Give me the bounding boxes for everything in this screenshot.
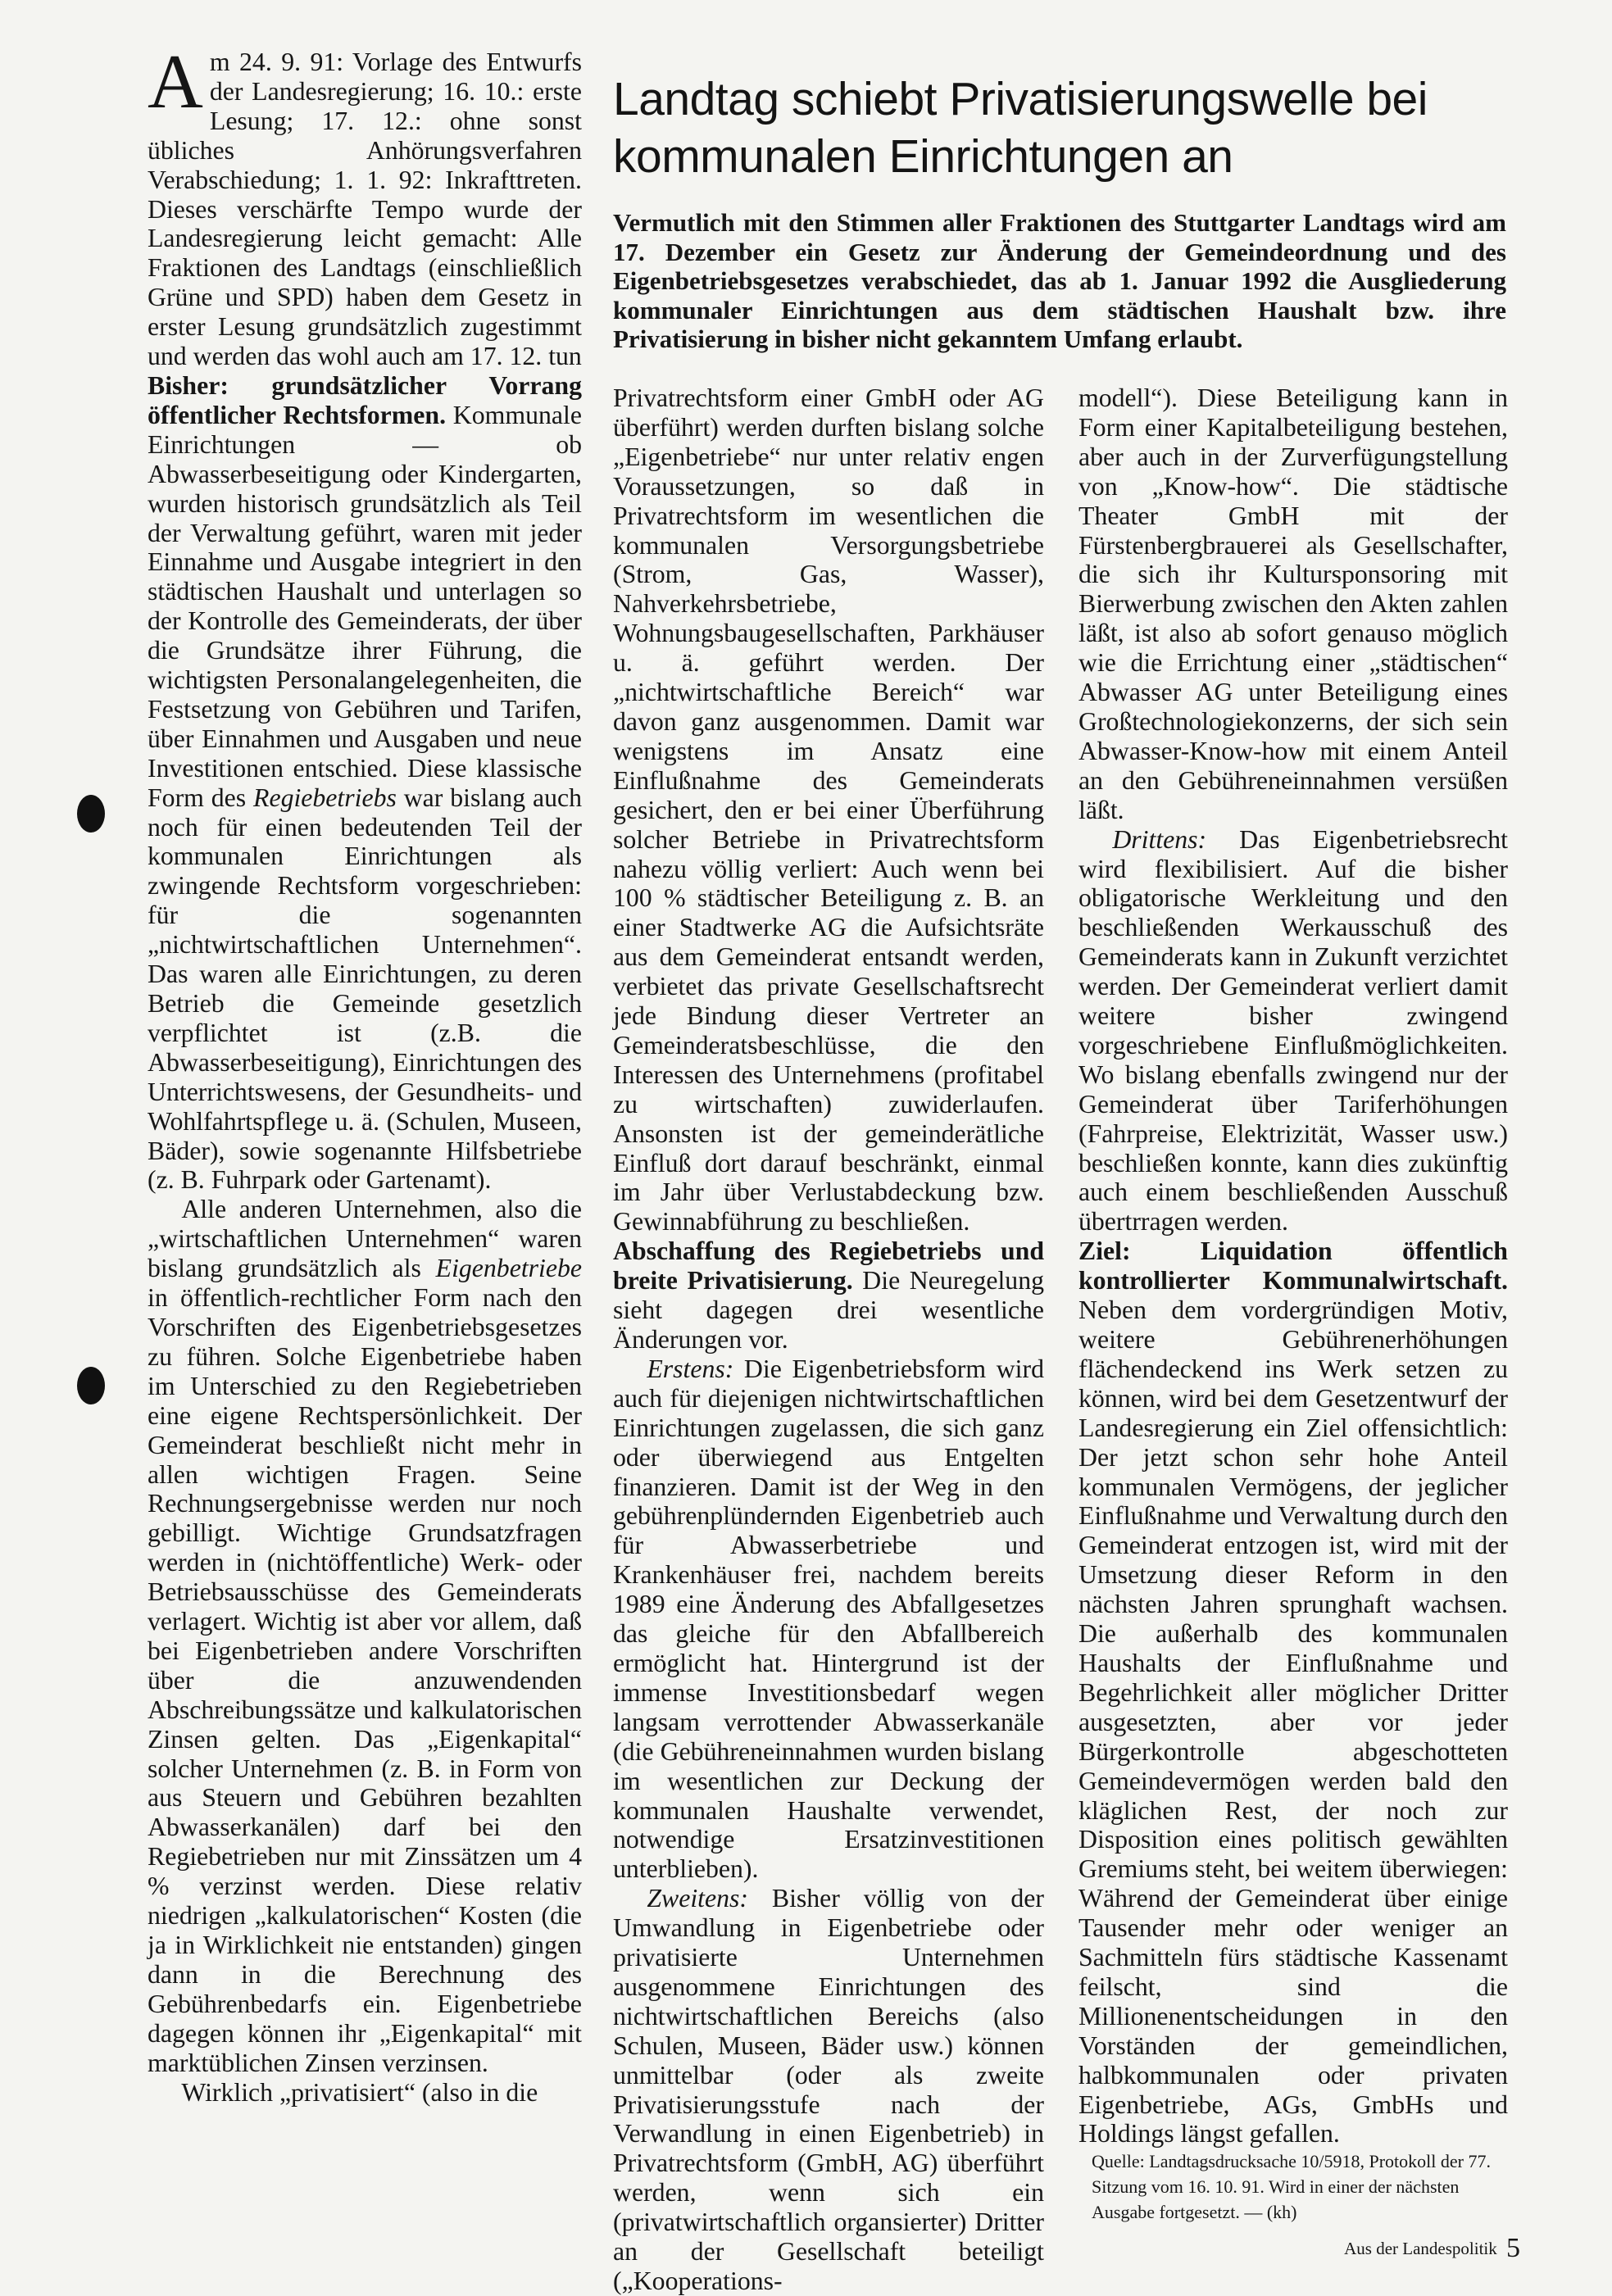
enumeration-label: Erstens: bbox=[647, 1354, 734, 1383]
body-text: Alle anderen Unternehmen, also die „wirtschaftlichen Unternehmen“ waren bislang grundsätzlich als bbox=[148, 1195, 582, 1283]
source-note: Quelle: Landtagsdrucksache 10/5918, Protokoll der 77. Sitzung vom 16. 10. 91. Wird in einer der nächsten Ausgabe fortgesetzt. — (kh) bbox=[1092, 2151, 1491, 2223]
enumeration-label: Zweitens: bbox=[647, 1884, 748, 1913]
paragraph-abschaffung bbox=[613, 1236, 1044, 1354]
subheading-abschaffung: Abschaffung des Regiebetriebs und breite Privatisierung. bbox=[613, 1236, 1044, 1295]
body-text: Die Neuregelung sieht dagegen drei wesentliche Änderungen vor. bbox=[613, 1266, 1044, 1354]
punch-hole-upper bbox=[77, 795, 105, 833]
body-text: war bislang auch noch für einen bedeutenden Teil der kommunalen Einrichtungen als zwingende Rechtsform vorgeschrieben: für die sogenannten „nichtwirtschaftlichen Unternehmen“. Das waren alle Einrichtungen, zu deren Betrieb die Gemeinde gesetzlich verpflichtet ist (z.B. die Abwasserbeseitigung), Einrichtungen des Unterrichtswesens, der Gesundheits- und Wohlfahrtspflege u. ä. (Schulen, Museen, Bäder), sowie sogenannte Hilfsbetriebe (z. B. Fuhrpark oder Gartenamt). bbox=[148, 783, 582, 1195]
headline: Landtag schiebt Privatisierungswelle bei kommunalen Einrichtungen an bbox=[613, 73, 1428, 183]
emphasis-text: Regiebetriebs bbox=[253, 783, 397, 812]
body-text: Das Eigenbetriebsrecht wird flexibilisiert. Auf die bisher obligatorische Werkleitung und den beschließenden Werkausschuß des Gemeinderats kann in Zukunft verzichtet werden. Der Gemeinderat verliert damit weitere bisher zwingend vorgeschriebene Einflußmöglichkeiten. Wo bislang ebenfalls zwingend nur der Gemeinderat über Tariferhöhungen (Fahrpreise, Elektrizität, Wasser usw.) beschließen konnte, kann dies zukünftig auch einem beschließenden Ausschuß übertrragen werden. bbox=[1078, 824, 1508, 1236]
emphasis-text: Eigenbetriebe bbox=[435, 1254, 582, 1283]
body-text: Die Eigenbetriebsform wird auch für diejenigen nichtwirtschaftlichen Einrichtungen zugelassen, die sich ganz oder überwiegend aus Entgelten finanzieren. Damit ist der Weg in den gebührenplündernden Eigenbetrieb auch für Abwasserbetriebe und Krankenhäuser frei, nachdem bereits 1989 eine Änderung des Abfallgesetzes das gleiche für den Abfallbereich ermöglicht hat. Hintergrund ist der immense Investitionsbedarf wegen langsam verrottender Abwasserkanäle (die Gebühreneinnahmen wurden bislang im wesentlichen zur Deckung der kommunalen Haushalte verwendet, notwendige Ersatzinvestitionen unterblieben). bbox=[613, 1354, 1044, 1884]
subheading-ziel: Ziel: Liquidation öffentlich kontrollierter Kommunalwirtschaft. bbox=[1078, 1236, 1508, 1295]
body-text: Bisher völlig von der Umwandlung in Eigenbetriebe oder privatisierte Unternehmen ausgenommene Einrichtungen des nichtwirtschaftlichen Bereichs (also Schulen, Museen, Bäder usw.) können unmittelbar (oder als zweite Privatisierungsstufe nach der Verwandlung in einen Eigenbetrieb) in Privatrechtsform (GmbH, AG) überführt werden, wenn sich ein (privatwirtschaftlich organsierter) Dritter an der Gesellschaft beteiligt („Kooperations- bbox=[613, 1884, 1044, 2295]
section-name: Aus der Landespolitik bbox=[1344, 2239, 1497, 2258]
paragraph-erstens bbox=[613, 1354, 1044, 1884]
article-column-2 bbox=[613, 383, 1044, 2296]
article-column-3 bbox=[1078, 383, 1508, 2225]
paragraph-ziel bbox=[1078, 1236, 1508, 2149]
body-text: in öffentlich-rechtlicher Form nach den Vorschriften des Eigenbetriebsgesetzes zu führen. Solche Eigenbetriebe haben im Unterschied zu den Regiebetrieben eine eigene Rechtspersönlichkeit. Der Gemeinderat beschließt nicht mehr in allen wichtigen Fragen. Seine Rechnungsergebnisse werden nur noch gebilligt. Wichtige Grundsatzfragen werden in (nichtöffentliche) Werk- oder Betriebsausschüsse des Gemeinderats verlagert. Wichtig ist aber vor allem, daß bei Eigenbetrieben andere Vorschriften über die anzuwendenden Abschreibungssätze und kalkulatorischen Zinsen gelten. Das „Eigenkapital“ solcher Unternehmen (z. B. in Form von aus Steuern und Gebühren bezahlten Abwasserkanälen) darf bei den Regiebetrieben nur mit Zinssätzen um 4 % verzinst werden. Diese relativ niedrigen „kalkulatorischen“ Kosten (die ja in Wirklichkeit nie entstanden) gingen dann in die Berechnung des Gebührenbedarfs ein. Eigenbetriebe dagegen können ihr „Eigenkapital“ mit marktüblichen Zinsen verzinsen. bbox=[148, 1283, 582, 2077]
paragraph-drittens bbox=[1078, 825, 1508, 1237]
article-column-1 bbox=[148, 39, 582, 2107]
paragraph-kooperationsmodell: modell“). Diese Beteiligung kann in Form einer Kapitalbeteiligung bestehen, aber auch in der Zurverfügungstellung von „Know-how“. Die städtische Theater GmbH mit der Fürstenbergbrauerei als Gesellschafter, die sich ihr Kultursponsoring mit Bierwerbung zwischen den Akten zahlen läßt, ist also ab sofort genauso möglich wie die Errichtung einer „städtischen“ Abwasser AG unter Beteiligung eines Großtechnologiekonzerns, der sich sein Abwasser-Know-how mit einem Anteil an den Gebühreneinnahmen versüßen läßt. bbox=[1078, 383, 1508, 824]
intro-paragraph bbox=[148, 39, 582, 371]
intro-text: m 24. 9. 91: Vorlage des Entwurfs der Landesregierung; 16. 10.: erste Lesung; 17. 12.: ohne sonst übliches Anhörungsverfahren Verabschiedung; 1. 1. 92: Inkrafttreten. Dieses verschärfte Tempo wurde der Landesregierung leicht gemacht: Alle Fraktionen des Landtags (einschließlich Grüne und SPD) haben dem Gesetz in erster Lesung grundsätzlich zugestimmt und werden das wohl auch am 17. 12. tun bbox=[148, 48, 582, 371]
enumeration-label: Drittens: bbox=[1112, 824, 1207, 854]
body-text: Kommunale Einrichtungen — ob Abwasserbeseitigung oder Kindergarten, wurden historisch grundsätzlich als Teil der Verwaltung geführt, waren mit jeder Einnahme und Ausgabe integriert in den städtischen Haushalt und unterlagen so der Kontrolle des Gemeinderats, der über die Grundsätze ihrer Führung, die wichtigsten Personalangelegenheiten, die Festsetzung von Gebühren und Tarifen, über Einnahmen und Ausgaben und neue Investitionen entschied. Diese klassische Form des bbox=[148, 400, 582, 812]
lead-paragraph: Vermutlich mit den Stimmen aller Fraktionen des Stuttgarter Landtags wird am 17. Dezember ein Gesetz zur Änderung der Gemeindeordnung und des Eigenbetriebsgesetzes verabschiedet, das ab 1. Januar 1992 die Ausgliederung kommunaler Einrichtungen aus dem städtischen Haushalt bzw. ihre Privatisierung in bisher nicht gekanntem Umfang erlaubt. bbox=[613, 208, 1506, 353]
paragraph-privatisiert: Wirklich „privatisiert“ (also in die bbox=[181, 2077, 538, 2107]
page-number: 5 bbox=[1506, 2233, 1520, 2263]
paragraph-zweitens bbox=[613, 1884, 1044, 2296]
drop-cap: A bbox=[148, 39, 203, 125]
page-footer bbox=[1344, 2233, 1520, 2264]
subheading-bisher: Bisher: grundsätzlicher Vorrang öffentlicher Rechtsformen. bbox=[148, 370, 582, 429]
punch-hole-lower bbox=[77, 1367, 105, 1404]
paragraph-continued: Privatrechtsform einer GmbH oder AG überführt) werden durften bislang solche „Eigenbetriebe“ nur unter relativ engen Voraussetzungen, so daß in Privatrechtsform im wesentlichen die kommunalen Versorgungsbetriebe (Strom, Gas, Wasser), Nahverkehrsbetriebe, Wohnungsbaugesellschaften, Parkhäuser u. ä. geführt werden. Der „nichtwirtschaftliche Bereich“ war davon ganz ausgenommen. Damit war wenigstens im Ansatz eine Einflußnahme des Gemeinderats gesichert, den er bei einer Überführung solcher Betriebe in Privatrechtsform nahezu völlig verliert: Auch wenn bei 100 % städtischer Beteiligung z. B. an einer Stadtwerke AG die Aufsichtsräte aus dem Gemeinderat entsandt werden, verbietet das private Gesellschaftsrecht jede Bindung dieser Vertreter an Gemeinderatsbeschlüsse, die den Interessen des Unternehmens (profitabel zu wirtschaften) zuwiderlaufen. Ansonsten ist der gemeinderätliche Einfluß dort darauf beschränkt, einmal im Jahr über Verlustabdeckung bzw. Gewinnabführung zu beschließen. bbox=[613, 383, 1044, 1236]
paragraph-regiebetrieb bbox=[148, 371, 582, 1195]
paragraph-eigenbetriebe bbox=[148, 1195, 582, 2077]
body-text: Neben dem vordergründigen Motiv, weitere Gebührenerhöhungen flächendeckend ins Werk setzen zu können, wird bei dem Gesetzentwurf der Landesregierung ein Ziel offensichtlich: Der jetzt schon sehr hohe Anteil kommunalen Vermögens, der jeglicher Einflußnahme und Verwaltung durch den Gemeinderat entzogen ist, wird mit der Umsetzung dieser Reform in den nächsten Jahren sprunghaft wachsen. Die außerhalb des kommunalen Haushalts der Einflußnahme und Begehrlichkeit aller möglicher Dritter ausgesetzten, aber vor jeder Bürgerkontrolle abgeschotteten Gemeindevermögen werden bald den kläglichen Rest, der noch zur Disposition eines politisch gewählten Gremiums steht, bei weitem überwiegen: Während der Gemeinderat über einige Tausender mehr oder weniger an Sachmitteln fürs städtische Kassenamt feilscht, sind die Millionenentscheidungen in den Vorständen der gemeindlichen, halbkommunalen oder privaten Eigenbetriebe, AGs, GmbHs und Holdings längst gefallen. bbox=[1078, 1295, 1508, 2149]
